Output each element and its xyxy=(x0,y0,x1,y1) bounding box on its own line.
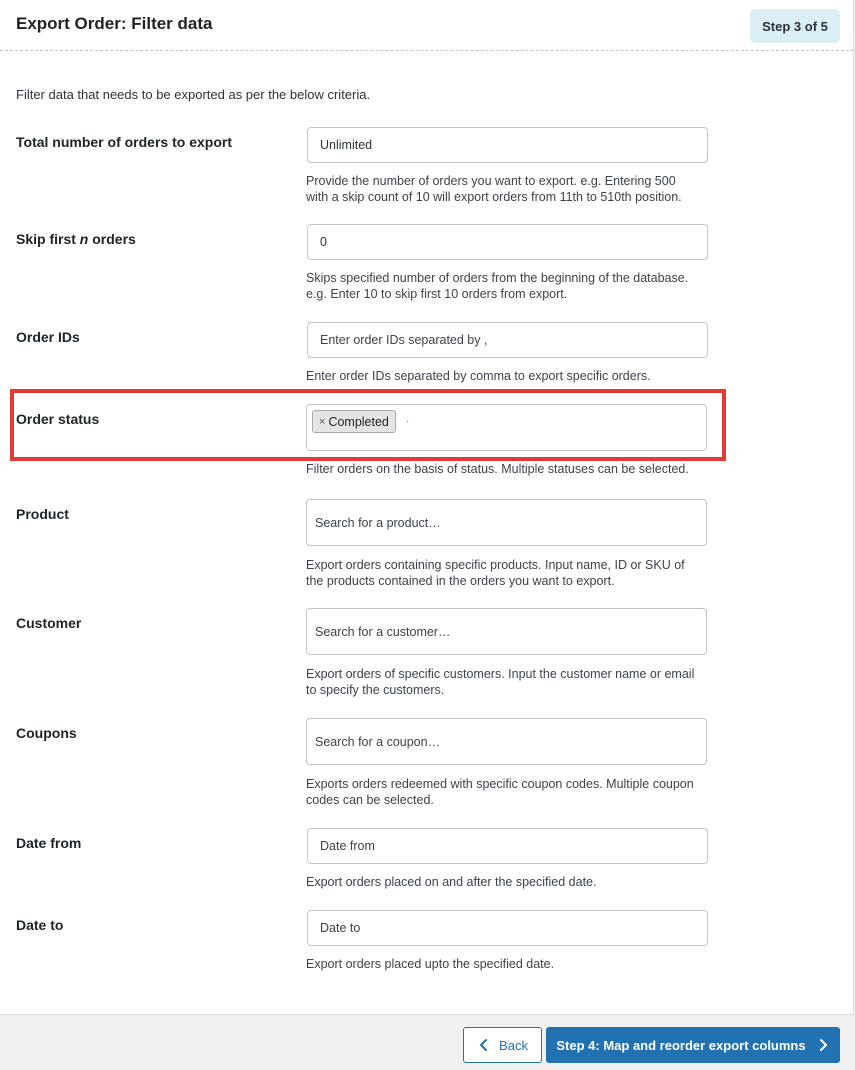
chevron-left-icon xyxy=(477,1038,491,1052)
wizard-footer xyxy=(0,1014,854,1070)
label-variable: n xyxy=(79,231,89,247)
help-line: Export orders of specific customers. Input the customer name or email xyxy=(306,667,695,681)
chip-remove-icon[interactable]: × xyxy=(319,415,326,428)
next-step-button[interactable] xyxy=(546,1027,840,1063)
order-ids-input[interactable]: Enter order IDs separated by , xyxy=(307,322,708,358)
help-line: Enter order IDs separated by comma to export specific orders. xyxy=(306,369,651,383)
product-search-input[interactable]: Search for a product… xyxy=(306,499,707,546)
date-to-input[interactable]: Date to xyxy=(307,910,708,946)
skip-orders-label xyxy=(16,231,136,247)
intro-text: Filter data that needs to be exported as per the below criteria. xyxy=(16,87,371,102)
coupon-search-input[interactable]: Search for a coupon… xyxy=(306,718,707,765)
chevron-right-icon xyxy=(816,1038,830,1052)
back-button[interactable] xyxy=(463,1027,542,1063)
product-label: Product xyxy=(16,506,69,522)
total-orders-help xyxy=(306,173,716,205)
help-line: codes can be selected. xyxy=(306,793,434,807)
order-ids-label: Order IDs xyxy=(16,329,80,345)
date-from-input[interactable]: Date from xyxy=(307,828,708,864)
label-text: orders xyxy=(88,231,136,247)
highlight-box xyxy=(10,389,726,461)
help-line: Exports orders redeemed with specific coupon codes. Multiple coupon xyxy=(306,777,694,791)
back-button-label: Back xyxy=(499,1037,528,1053)
help-line: with a skip count of 10 will export orders from 11th to 510th position. xyxy=(306,190,682,204)
help-line: Export orders containing specific products. Input name, ID or SKU of xyxy=(306,558,685,572)
help-line: e.g. Enter 10 to skip first 10 orders from export. xyxy=(306,287,568,301)
chip-label: Completed xyxy=(328,414,389,429)
date-to-label: Date to xyxy=(16,917,64,933)
help-line: Export orders placed upto the specified date. xyxy=(306,957,555,971)
coupons-help xyxy=(306,776,716,808)
skip-orders-help xyxy=(306,270,716,302)
date-to-help xyxy=(306,956,716,972)
product-help xyxy=(306,557,716,589)
label-text: Skip first xyxy=(16,231,80,247)
help-line: the products contained in the orders you want to export. xyxy=(306,574,615,588)
total-orders-input[interactable]: Unlimited xyxy=(307,127,708,163)
date-from-help xyxy=(306,874,716,890)
skip-orders-input[interactable]: 0 xyxy=(307,224,708,260)
help-line: to specify the customers. xyxy=(306,683,445,697)
page-title: Export Order: Filter data xyxy=(16,14,213,33)
step-badge: Step 3 of 5 xyxy=(750,9,840,43)
next-step-button-label: Step 4: Map and reorder export columns xyxy=(556,1037,806,1053)
help-line: Filter orders on the basis of status. Multiple statuses can be selected. xyxy=(306,462,689,476)
help-line: Skips specified number of orders from the beginning of the database. xyxy=(306,271,689,285)
text-cursor-icon: · xyxy=(406,416,410,427)
customer-help xyxy=(306,666,716,698)
order-ids-help xyxy=(306,368,716,384)
customer-search-input[interactable]: Search for a customer… xyxy=(306,608,707,655)
date-from-label: Date from xyxy=(16,835,82,851)
help-line: Export orders placed on and after the specified date. xyxy=(306,875,597,889)
order-status-label: Order status xyxy=(16,411,100,427)
total-orders-label: Total number of orders to export xyxy=(16,134,232,150)
order-status-help xyxy=(306,461,716,477)
panel-header xyxy=(0,0,854,51)
help-line: Provide the number of orders you want to export. e.g. Entering 500 xyxy=(306,174,676,188)
customer-label: Customer xyxy=(16,615,82,631)
coupons-label: Coupons xyxy=(16,725,77,741)
